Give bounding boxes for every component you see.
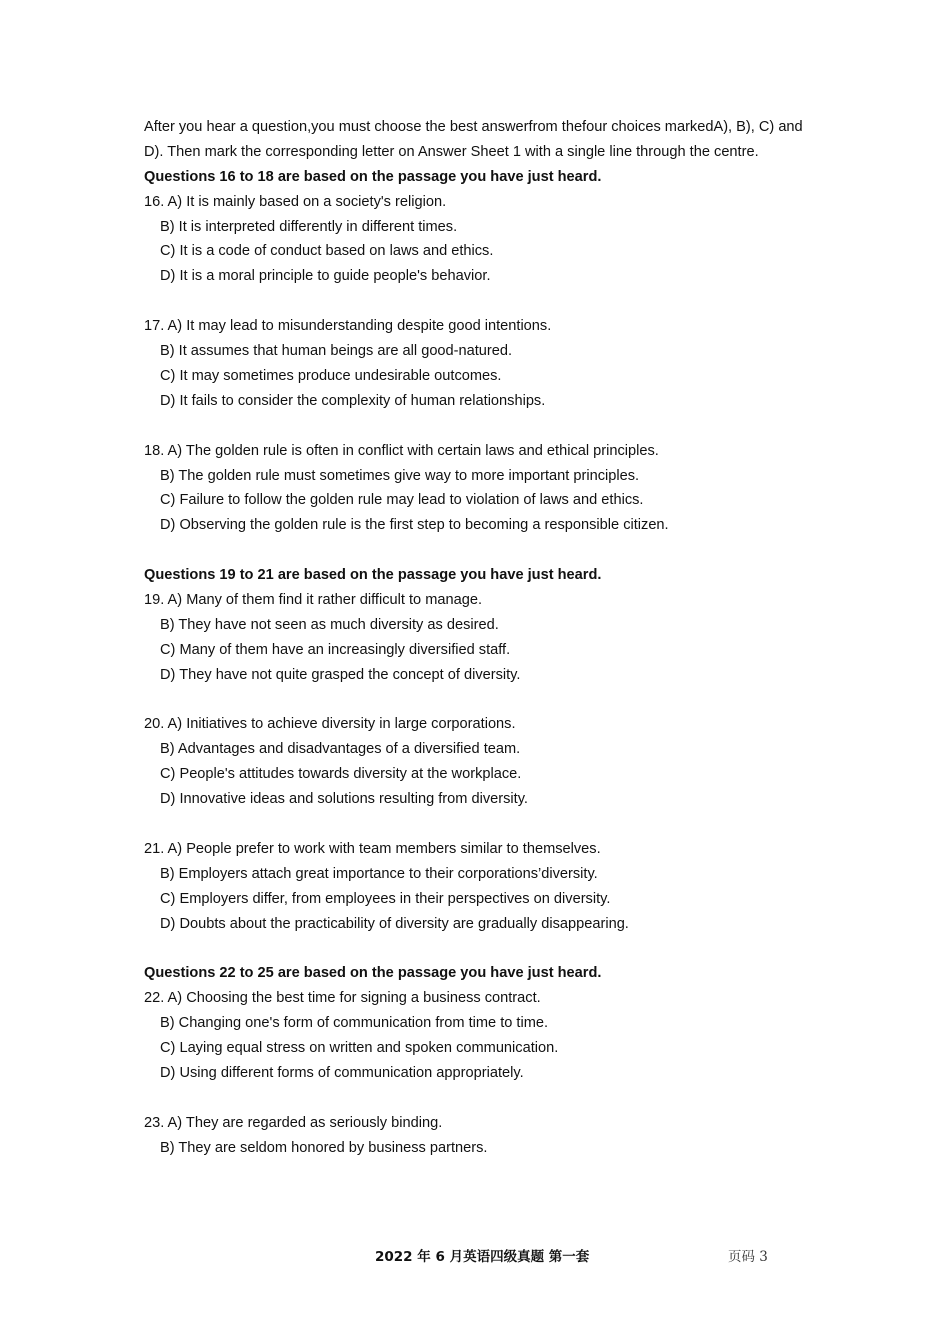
question-number: 18. <box>144 442 165 459</box>
question-number: 23. <box>144 1114 165 1131</box>
option-b: B) Employers attach great importance to their corporations’diversity. <box>160 865 598 882</box>
section-heading: Questions 22 to 25 are based on the passage you have just heard. <box>144 965 602 982</box>
question-number: 22. <box>144 990 165 1007</box>
option-b: B) They are seldom honored by business partners. <box>160 1139 488 1156</box>
question-number: 19. <box>144 591 165 608</box>
option-a: A) It may lead to misunderstanding despite good intentions. <box>167 318 552 335</box>
option-a: A) They are regarded as seriously binding. <box>167 1114 443 1131</box>
option-a: A) Many of them find it rather difficult to manage. <box>167 591 483 608</box>
option-d: D) Using different forms of communication appropriately. <box>160 1064 524 1081</box>
question-number: 17. <box>144 318 165 335</box>
question-number: 20. <box>144 716 165 733</box>
option-b: B) Advantages and disadvantages of a diversified team. <box>160 741 521 758</box>
option-c: C) Failure to follow the golden rule may lead to violation of laws and ethics. <box>160 492 644 509</box>
option-c: C) It may sometimes produce undesirable outcomes. <box>160 367 502 384</box>
question-number: 21. <box>144 840 165 857</box>
option-a: A) It is mainly based on a society's religion. <box>167 193 447 210</box>
question-22 <box>144 986 804 1011</box>
section-heading: Questions 16 to 18 are based on the passage you have just heard. <box>144 168 602 185</box>
option-d: D) It is a moral principle to guide people's behavior. <box>160 268 491 285</box>
question-17 <box>144 314 804 339</box>
question-21 <box>144 837 804 862</box>
option-d: D) Observing the golden rule is the first step to becoming a responsible citizen. <box>160 517 669 534</box>
option-c: C) It is a code of conduct based on laws and ethics. <box>160 243 494 260</box>
question-number: 16. <box>144 193 165 210</box>
option-a: A) Initiatives to achieve diversity in large corporations. <box>167 716 516 733</box>
question-18 <box>144 439 804 464</box>
question-20 <box>144 712 804 737</box>
section-heading: Questions 19 to 21 are based on the passage you have just heard. <box>144 567 602 584</box>
option-a: A) People prefer to work with team members similar to themselves. <box>167 840 601 857</box>
option-c: C) Many of them have an increasingly diversified staff. <box>160 641 511 658</box>
instructions: After you hear a question,you must choose the best answerfrom thefour choices markedA), B), C) and D). Then mark the corresponding letter on Answer Sheet 1 with a single line through the centre. <box>144 119 803 160</box>
option-c: C) Laying equal stress on written and spoken communication. <box>160 1039 559 1056</box>
question-23 <box>144 1111 804 1136</box>
option-c: C) People's attitudes towards diversity at the workplace. <box>160 766 522 783</box>
footer-title: 2022 年 6 月英语四级真题 第一套 <box>375 1249 590 1265</box>
question-16 <box>144 190 804 215</box>
option-a: A) Choosing the best time for signing a business contract. <box>167 990 541 1007</box>
option-d: D) Innovative ideas and solutions resulting from diversity. <box>160 791 528 808</box>
option-d: D) It fails to consider the complexity of human relationships. <box>160 392 546 409</box>
question-19 <box>144 588 804 613</box>
option-c: C) Employers differ, from employees in their perspectives on diversity. <box>160 890 611 907</box>
option-d: D) They have not quite grasped the concept of diversity. <box>160 666 521 683</box>
option-d: D) Doubts about the practicability of diversity are gradually disappearing. <box>160 915 629 932</box>
option-b: B) The golden rule must sometimes give way to more important principles. <box>160 467 640 484</box>
page-content <box>144 115 804 1160</box>
page-number: 页码 3 <box>728 1249 768 1265</box>
option-b: B) They have not seen as much diversity as desired. <box>160 616 499 633</box>
option-b: B) Changing one's form of communication from time to time. <box>160 1015 549 1032</box>
option-b: B) It assumes that human beings are all good-natured. <box>160 343 513 360</box>
option-b: B) It is interpreted differently in different times. <box>160 218 458 235</box>
option-a: A) The golden rule is often in conflict with certain laws and ethical principles. <box>167 442 659 459</box>
